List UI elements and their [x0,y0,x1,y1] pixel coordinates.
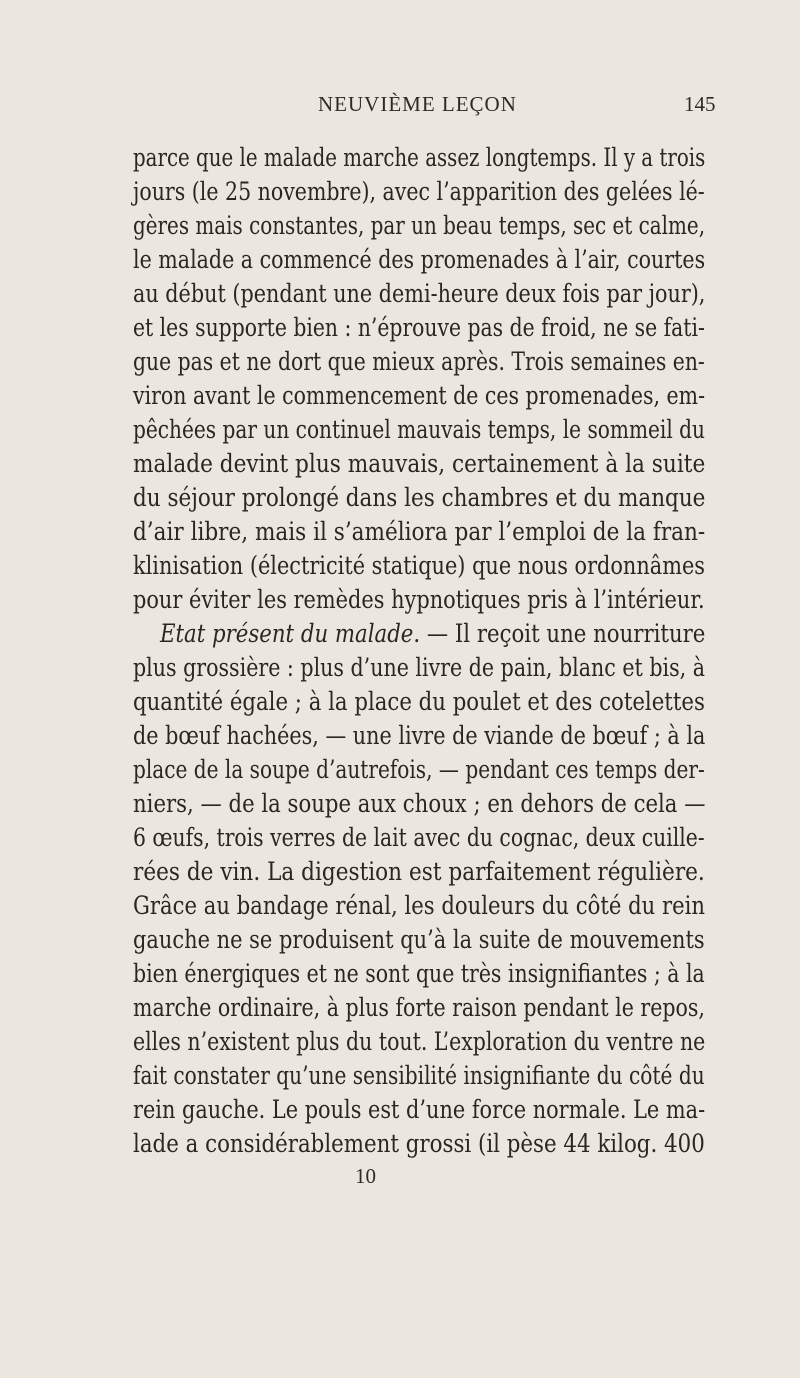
page-number: 145 [684,92,716,116]
text-line: plus grossière : plus d’une livre de pain, blanc et bis, à [133,653,705,682]
text-line: jours (le 25 novembre), avec l’apparition des gelées lé- [133,177,705,206]
text-line: viron avant le commencement de ces promenades, em- [133,381,706,410]
text-line: 6 œufs, trois verres de lait avec du cognac, deux cuille- [133,823,705,852]
text-line: et les supporte bien : n’éprouve pas de froid, ne se fati- [133,313,705,342]
text-line: gue pas et ne dort que mieux après. Trois semaines en- [133,347,705,376]
running-head [0,92,800,126]
text-line: de bœuf hachées, — une livre de viande de bœuf ; à la [133,721,706,750]
text-line: pour éviter les remèdes hypnotiques pris à l’intérieur. [133,585,705,614]
text-line: Grâce au bandage rénal, les douleurs du côté du rein [133,891,705,920]
text-line: place de la soupe d’autrefois, — pendant ces temps der- [133,755,705,784]
text-line: niers, — de la soupe aux choux ; en dehors de cela — [133,789,706,818]
text-line: elles n’existent plus du tout. L’exploration du ventre ne [133,1027,706,1056]
text-line: fait constater qu’une sensibilité insignifiante du côté du [133,1061,705,1090]
text-line: du séjour prolongé dans les chambres et du manque [133,483,706,512]
text-line: parce que le malade marche assez longtemps. Il y a trois [133,143,706,172]
text-line: gères mais constantes, par un beau temps, sec et calme, [133,211,706,240]
text-line: le malade a commencé des promenades à l’air, courtes [133,245,706,274]
text-line: lade a considérablement grossi (il pèse 44 kilog. 400 [133,1129,705,1158]
text-line: rées de vin. La digestion est parfaitement régulière. [133,857,705,886]
text-line: rein gauche. Le pouls est d’une force normale. Le ma- [133,1095,706,1124]
section-heading: Etat présent du malade. [160,619,421,648]
section-heading-continuation: — Il reçoit une nourriture [420,619,706,648]
text-line: gauche ne se produisent qu’à la suite de mouvements [133,925,705,954]
text-line: klinisation (électricité statique) que nous ordonnâmes [133,551,706,580]
section-heading-line [160,617,705,650]
text-line: au début (pendant une demi-heure deux fois par jour), [133,279,706,308]
signature-mark: 10 [355,1164,376,1188]
text-line: marche ordinaire, à plus forte raison pendant le repos, [133,993,705,1022]
text-line: quantité égale ; à la place du poulet et des cotelettes [133,687,705,716]
text-line: malade devint plus mauvais, certainement à la suite [133,449,706,478]
running-title: NEUVIÈME LEÇON [318,92,517,116]
text-line: bien énergiques et ne sont que très insignifiantes ; à la [133,959,705,988]
text-line: pêchées par un continuel mauvais temps, le sommeil du [133,415,706,444]
text-line: d’air libre, mais il s’améliora par l’emploi de la fran- [133,517,706,546]
